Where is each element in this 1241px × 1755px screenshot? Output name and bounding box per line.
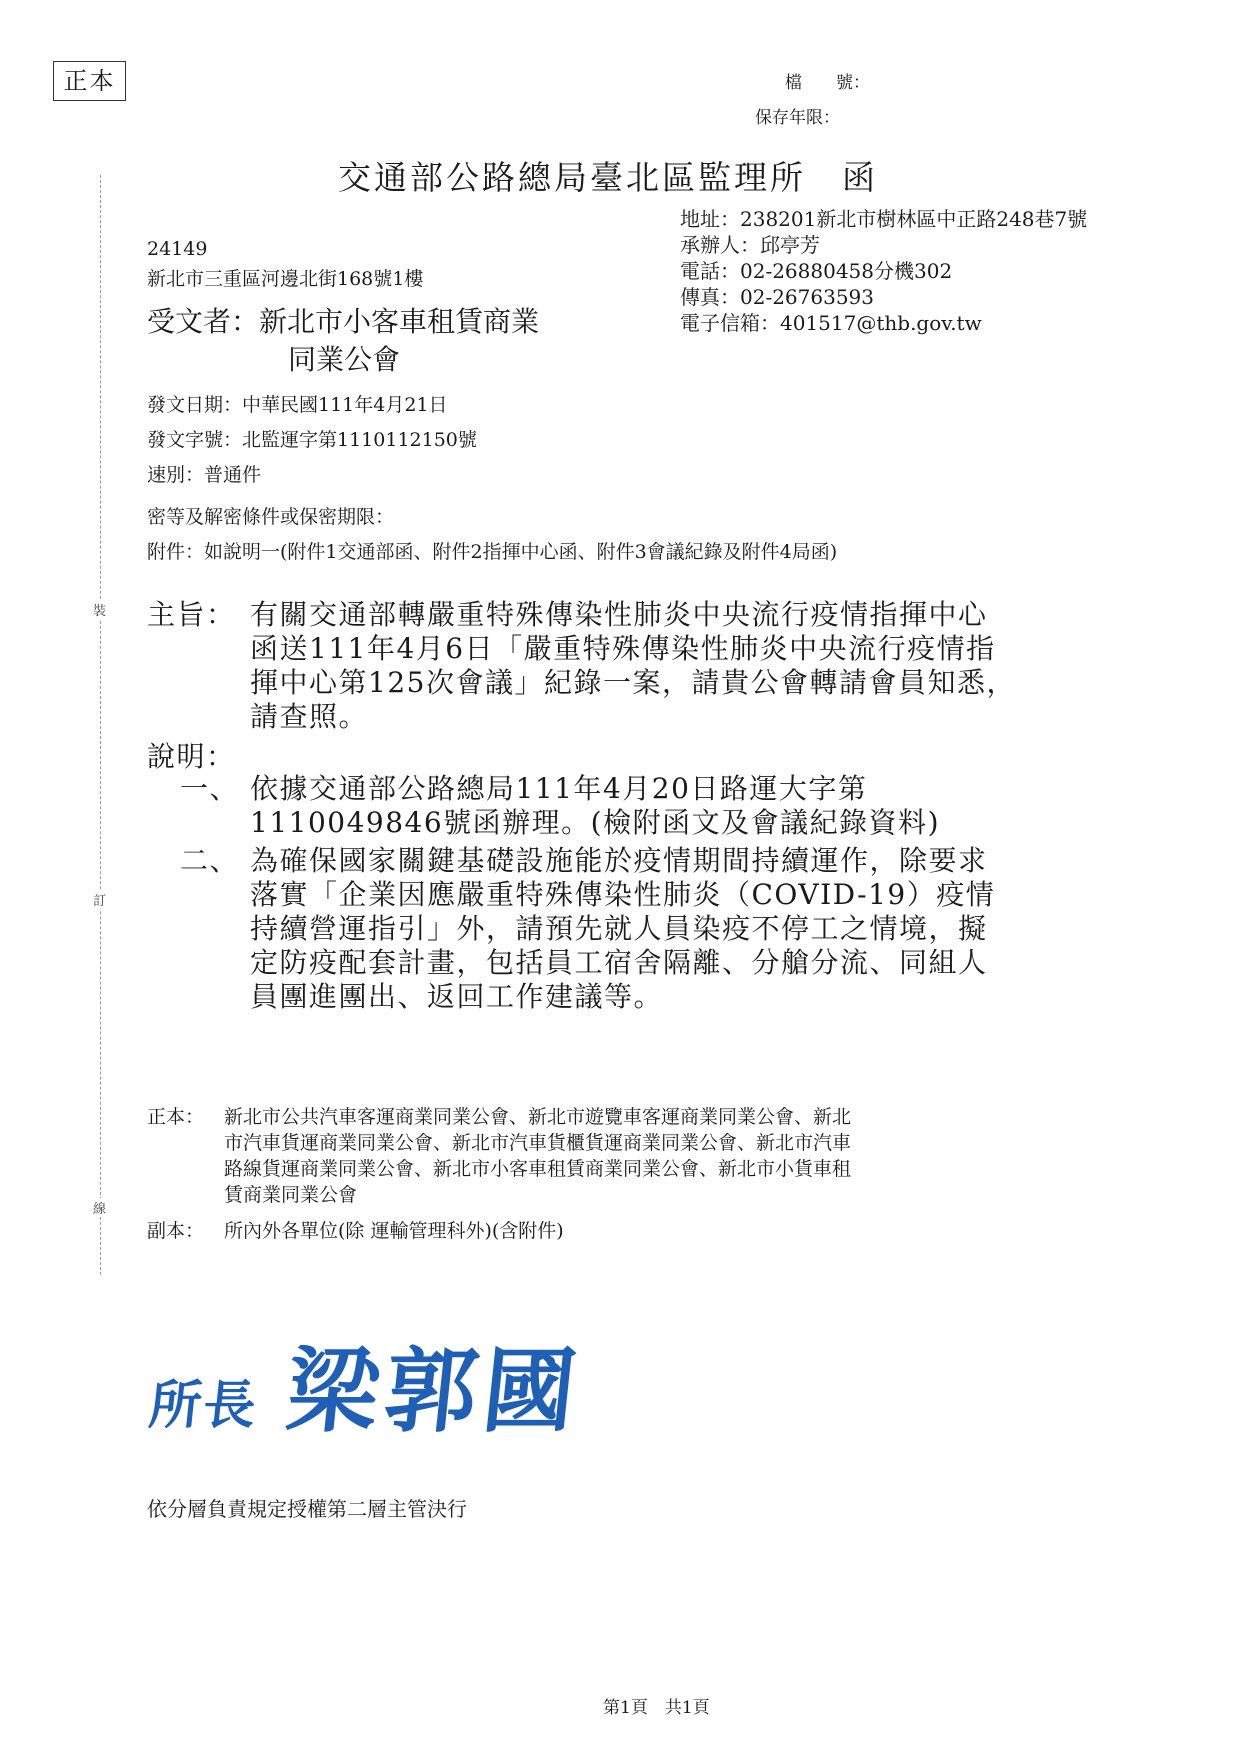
- signature-title: 所長: [146, 1375, 261, 1436]
- explanation-line: 定防疫配套計畫，包括員工宿舍隔離、分艙分流、同組人: [250, 946, 988, 979]
- original-recipients-line: 賃商業同業公會: [224, 1184, 358, 1206]
- margin-mark-staple: 訂: [93, 890, 106, 909]
- explanation-label: 說明：: [147, 740, 236, 773]
- subject-line: 請查照。: [250, 700, 369, 733]
- subject-text: [250, 598, 1016, 734]
- recipient-postal-code: 24149: [147, 238, 208, 260]
- contact-handler: 承辦人：邱亭芳: [680, 233, 820, 257]
- contact-address: 地址：238201新北市樹林區中正路248巷7號: [680, 207, 1088, 231]
- explanation-line: 員團進團出、返回工作建議等。: [250, 980, 664, 1013]
- margin-mark-bind: 裝: [93, 600, 106, 619]
- explanation-item-1-number: 一、: [180, 772, 240, 805]
- explanation-item-2: [250, 844, 995, 1014]
- explanation-item-2-number: 二、: [180, 844, 240, 877]
- retention-period-label: 保存年限：: [755, 108, 840, 128]
- explanation-line: 為確保國家關鍵基礎設施能於疫情期間持續運作，除要求: [250, 844, 988, 877]
- original-recipients: [224, 1104, 851, 1208]
- carbon-copy-recipients: 所內外各單位(除 運輸管理科外)(含附件): [224, 1220, 564, 1242]
- recipient-address: 新北市三重區河邊北街168號1樓: [147, 268, 424, 290]
- subject-line: 函送111年4月6日「嚴重特殊傳染性肺炎中央流行疫情指: [250, 632, 996, 665]
- contact-fax: 傳真：02-26763593: [680, 285, 875, 309]
- original-copy-stamp: 正本: [53, 61, 126, 101]
- margin-mark-line: 線: [93, 1198, 106, 1217]
- subject-line: 揮中心第125次會議」紀錄一案，請貴公會轉請會員知悉，: [250, 666, 1016, 699]
- binding-margin-line: [100, 175, 101, 1275]
- contact-phone: 電話：02-26880458分機302: [680, 259, 953, 283]
- signature-name: 梁郭國: [281, 1337, 587, 1445]
- delegation-note: 依分層負責規定授權第二層主管決行: [147, 1497, 467, 1521]
- recipient-line-1: 受文者：新北市小客車租賃商業: [147, 305, 540, 338]
- original-recipients-label: 正本：: [147, 1106, 205, 1128]
- speed-class: 速別：普通件: [147, 464, 262, 486]
- contact-block: [680, 206, 1087, 336]
- original-recipients-line: 新北市公共汽車客運商業同業公會、新北市遊覽車客運商業同業公會、新北: [224, 1106, 852, 1128]
- subject-label: 主旨：: [147, 598, 236, 631]
- director-signature-stamp: [146, 1318, 587, 1450]
- explanation-line: 落實「企業因應嚴重特殊傳染性肺炎（COVID-19）疫情: [250, 878, 996, 911]
- issue-date: 發文日期：中華民國111年4月21日: [147, 394, 448, 416]
- contact-email: 電子信箱：401517@thb.gov.tw: [680, 311, 982, 335]
- explanation-line: 依據交通部公路總局111年4月20日路運大字第: [250, 772, 868, 805]
- explanation-item-1: [250, 772, 940, 840]
- recipient-line-2: 同業公會: [288, 343, 401, 376]
- document-title: 交通部公路總局臺北區監理所 函: [338, 158, 878, 197]
- carbon-copy-label: 副本：: [147, 1220, 205, 1242]
- explanation-line: 1110049846號函辦理。(檢附函文及會議紀錄資料): [250, 806, 940, 839]
- page-number: 第1頁 共1頁: [603, 1698, 710, 1718]
- security-level: 密等及解密條件或保密期限：: [147, 506, 395, 528]
- attachments: 附件：如說明一(附件1交通部函、附件2指揮中心函、附件3會議紀錄及附件4局函): [147, 541, 838, 563]
- explanation-line: 持續營運指引」外，請預先就人員染疫不停工之情境，擬: [250, 912, 988, 945]
- document-number: 發文字號：北監運字第1110112150號: [147, 429, 477, 451]
- original-recipients-line: 市汽車貨運商業同業公會、新北市汽車貨櫃貨運商業同業公會、新北市汽車: [224, 1132, 852, 1154]
- subject-line: 有關交通部轉嚴重特殊傳染性肺炎中央流行疫情指揮中心: [250, 598, 988, 631]
- file-number-label: 檔 號：: [785, 73, 870, 93]
- original-recipients-line: 路線貨運商業同業公會、新北市小客車租賃商業同業公會、新北市小貨車租: [224, 1158, 852, 1180]
